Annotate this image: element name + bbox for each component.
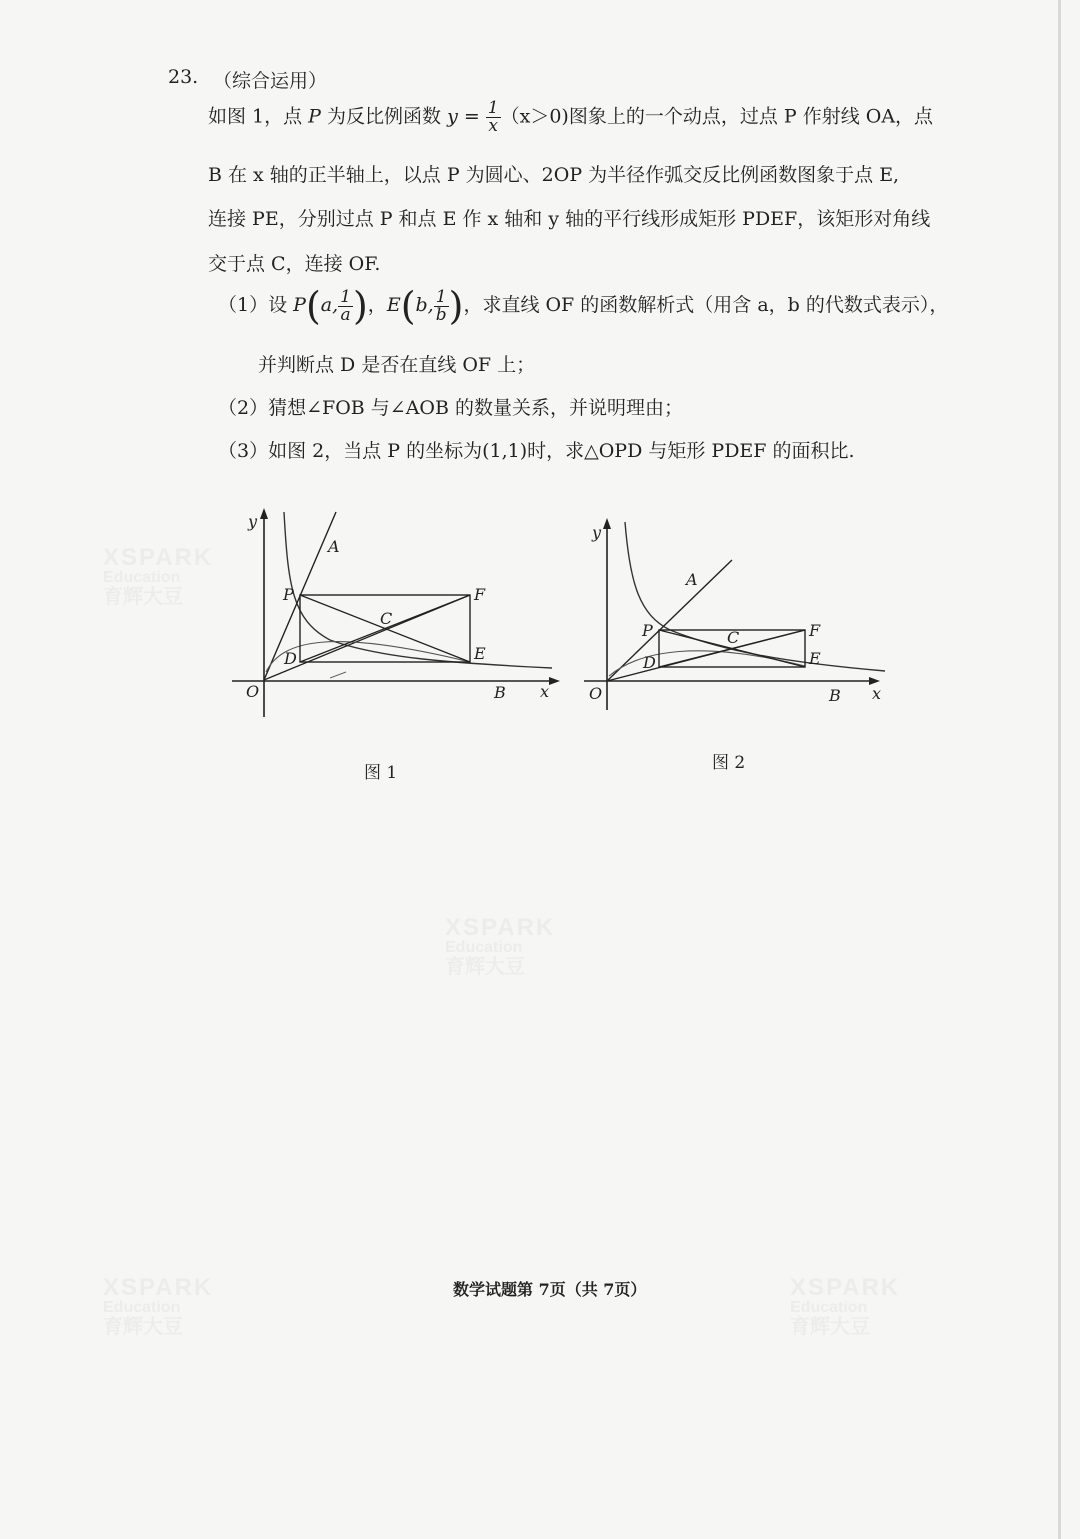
watermark-sub: Education: [790, 1299, 868, 1317]
e-x-coord: b,: [415, 294, 434, 316]
stem-line-4: 交于点 C，连接 OF.: [208, 253, 381, 275]
fig2-label-c: C: [727, 628, 740, 647]
watermark-brand: XSPARK: [103, 544, 214, 571]
fig1-hyperbola: [284, 512, 552, 668]
stem-text: （x＞0)图象上的一个动点，过点 P 作射线 OA，点: [500, 105, 934, 128]
p-x-coord: a,: [320, 294, 339, 316]
fig1-label-y: y: [248, 512, 258, 531]
figure-2: [580, 515, 890, 715]
fig1-label-b: B: [494, 683, 506, 702]
watermark-brand: XSPARK: [790, 1274, 901, 1301]
fig1-x-arrow-icon: [549, 677, 560, 685]
fig1-y-arrow-icon: [260, 508, 268, 519]
fig2-label-e: E: [809, 649, 821, 668]
figure-1-caption: 图 1: [364, 763, 398, 783]
stem-line-3: 连接 PE，分别过点 P 和点 E 作 x 轴和 y 轴的平行线形成矩形 PDEF，该矩形对角线: [208, 208, 931, 230]
watermark-cn: 育辉大豆: [103, 585, 183, 608]
fig2-label-b: B: [829, 686, 841, 705]
fraction-denominator: x: [486, 117, 501, 135]
watermark-sub: Education: [103, 1299, 181, 1317]
watermark-sub: Education: [445, 939, 523, 957]
stem-text: 如图 1，点: [208, 105, 309, 128]
question-tag: （综合运用）: [213, 70, 328, 92]
page-edge: [1058, 0, 1061, 1539]
fig2-label-x: x: [872, 684, 882, 703]
stem-line-2: B 在 x 轴的正半轴上，以点 P 为圆心、2OP 为半径作弧交反比例函数图象于点 E,: [208, 164, 900, 186]
left-paren: (: [400, 284, 416, 328]
fraction-denominator: b: [435, 304, 447, 325]
fig1-label-o: O: [246, 682, 260, 701]
watermark: [103, 545, 213, 608]
fraction-one-over-b: [434, 286, 449, 325]
point-e-label: E: [386, 294, 401, 316]
fig1-label-c: C: [380, 609, 393, 628]
fig1-label-p: P: [283, 585, 294, 604]
part-2: （2）猜想∠FOB 与∠AOB 的数量关系，并说明理由；: [218, 397, 683, 419]
watermark-cn: 育辉大豆: [445, 955, 525, 978]
separator: ，: [367, 294, 387, 316]
fig1-label-a: A: [328, 537, 340, 556]
watermark: [103, 1275, 213, 1338]
fraction-numerator: 1: [340, 286, 351, 307]
left-paren: (: [305, 284, 321, 328]
figure-1: [225, 505, 565, 720]
question-number: 23.: [168, 66, 199, 88]
fraction-numerator: 1: [435, 286, 447, 307]
fraction-denominator: a: [338, 306, 353, 324]
fig2-label-a: A: [686, 570, 698, 589]
fig1-label-f: F: [474, 585, 486, 604]
equals-sign: =: [457, 105, 486, 128]
watermark: [790, 1275, 900, 1338]
fig1-label-e: E: [474, 644, 486, 663]
fig2-hyperbola: [625, 522, 885, 671]
watermark-sub: Education: [103, 569, 181, 587]
watermark: [445, 915, 555, 978]
part-1: [218, 284, 949, 328]
fig1-label-x: x: [540, 682, 550, 701]
point-p-label: P: [293, 294, 306, 316]
right-paren: ): [352, 284, 368, 328]
watermark-brand: XSPARK: [103, 1274, 214, 1301]
part-3: （3）如图 2，当点 P 的坐标为(1,1)时，求△OPD 与矩形 PDEF 的面积比.: [218, 440, 855, 462]
fraction-one-over-a: [338, 286, 353, 325]
part-1-tail: ，求直线 OF 的函数解析式（用含 a，b 的代数式表示），: [463, 294, 949, 316]
fig1-label-d: D: [284, 649, 297, 668]
page-footer: 数学试题第 7页（共 7页）: [453, 1280, 647, 1299]
point-p: P: [308, 105, 321, 128]
fig2-label-f: F: [809, 621, 821, 640]
watermark-cn: 育辉大豆: [790, 1315, 870, 1338]
fig1-pencil-mark: [330, 672, 346, 678]
stem-text: 为反比例函数: [320, 105, 448, 128]
part-1-lead: （1）设: [218, 294, 294, 316]
fig2-label-p: P: [642, 621, 653, 640]
fig2-label-y: y: [592, 523, 602, 542]
fig2-label-d: D: [643, 653, 656, 672]
part-1-line-2: 并判断点 D 是否在直线 OF 上；: [258, 354, 536, 376]
fraction-one-over-x: [486, 100, 501, 135]
right-paren: ): [448, 284, 464, 328]
figure-2-caption: 图 2: [712, 753, 746, 773]
fig2-label-o: O: [589, 684, 603, 703]
fraction-numerator: 1: [487, 98, 499, 118]
fig2-ray-oa: [607, 560, 732, 681]
stem-line-1: [208, 100, 933, 135]
fig2-y-arrow-icon: [603, 518, 611, 529]
watermark-brand: XSPARK: [445, 914, 556, 941]
watermark-cn: 育辉大豆: [103, 1315, 183, 1338]
var-y: y: [447, 105, 458, 128]
